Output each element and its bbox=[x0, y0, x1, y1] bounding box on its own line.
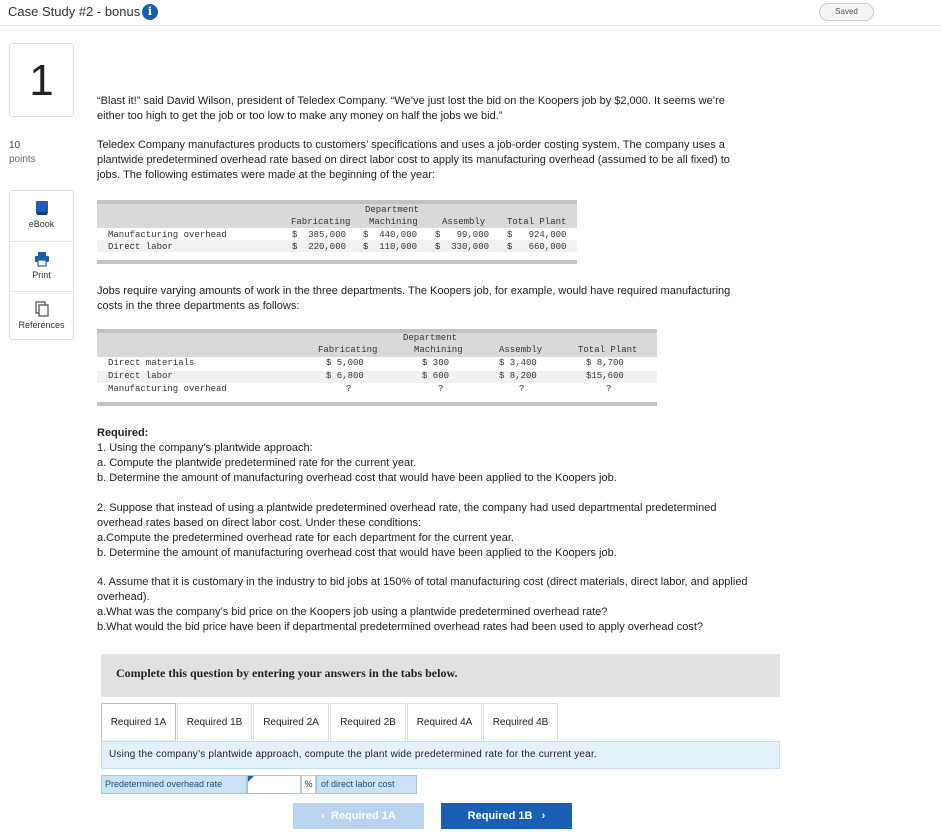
row-label: Direct labor bbox=[108, 371, 173, 381]
side-tools-panel bbox=[9, 190, 74, 340]
table-group-header: Department bbox=[403, 333, 458, 343]
next-tab-label: Required 1B bbox=[467, 810, 533, 822]
required-line: a.Compute the predetermined overhead rate for each department for the current year. bbox=[97, 532, 515, 544]
print-label: Print bbox=[32, 270, 51, 280]
references-button[interactable] bbox=[10, 291, 73, 340]
complete-question-text: Complete this question by entering your answers in the tabs below. bbox=[116, 666, 458, 680]
intro-line: jobs. The following estimates were made at the beginning of the year: bbox=[97, 169, 435, 181]
table-cell: ? bbox=[346, 384, 352, 394]
table-cell: $ 6,800 bbox=[326, 371, 364, 381]
koopers-job-table bbox=[97, 329, 657, 406]
required-line: overhead rates based on direct labor cost. Under these conditions: bbox=[97, 517, 422, 529]
points-value: 10 bbox=[9, 140, 21, 151]
intro-paragraph-1 bbox=[97, 94, 725, 124]
table-cell: $ 3,400 bbox=[499, 358, 537, 368]
chevron-left-icon: ‹ bbox=[321, 810, 325, 822]
required-line: 1. Using the company’s plantwide approach: bbox=[97, 442, 313, 454]
table-cell: $ 600 bbox=[422, 371, 450, 381]
estimates-table bbox=[97, 200, 577, 264]
input-flag-icon bbox=[248, 776, 254, 782]
required-line: b.What would the bid price have been if departmental predetermined overhead rates had been used to apply overhead cost? bbox=[97, 621, 704, 633]
required-line: overhead). bbox=[97, 591, 150, 603]
overhead-rate-input[interactable] bbox=[247, 775, 301, 794]
row-label: Direct materials bbox=[108, 358, 195, 368]
table-cell: ? bbox=[606, 384, 612, 394]
book-icon bbox=[34, 200, 50, 216]
required-line: a. Compute the plantwide predetermined rate for the current year. bbox=[97, 457, 417, 469]
ebook-label: eBook bbox=[28, 219, 55, 229]
ebook-button[interactable] bbox=[10, 191, 73, 240]
table-cell: ? bbox=[438, 384, 444, 394]
saved-status-badge: Saved bbox=[819, 3, 874, 21]
tab-required-2a[interactable]: Required 2A bbox=[253, 703, 329, 741]
table-cell: $ 385,000 bbox=[292, 230, 347, 240]
col-header: Assembly bbox=[499, 345, 543, 355]
tab-required-1a[interactable]: Required 1A bbox=[101, 703, 176, 741]
required-line: 4. Assume that it is customary in the industry to bid jobs at 150% of total manufacturing cost (direct materials, direct labor, and applied bbox=[97, 576, 748, 588]
table-cell: $ 660,000 bbox=[507, 242, 567, 252]
tab-required-2b[interactable]: Required 2B bbox=[330, 703, 406, 741]
answer-unit-label: of direct labor cost bbox=[316, 775, 417, 794]
table-cell: $ 300 bbox=[422, 358, 450, 368]
intro-line: Teledex Company manufactures products to customers’ specifications and uses a job-order costing system. The company uses a bbox=[97, 139, 725, 151]
row-label: Manufacturing overhead bbox=[108, 230, 227, 240]
required-section bbox=[97, 426, 617, 486]
percent-sign: % bbox=[301, 775, 316, 794]
info-icon[interactable]: i bbox=[142, 4, 158, 20]
assignment-title: Case Study #2 - bonus bbox=[8, 4, 141, 19]
table-cell: $ 8,700 bbox=[586, 358, 624, 368]
required-4 bbox=[97, 575, 748, 635]
copy-icon bbox=[34, 301, 50, 317]
table-group-header: Department bbox=[365, 205, 420, 215]
intro-line: “Blast it!” said David Wilson, president of Teledex Company. “We’ve just lost the bid on the Koopers job by $2,000. It seems we’re bbox=[97, 95, 725, 107]
required-line: 2. Suppose that instead of using a plantwide predetermined overhead rate, the company had used departmental predetermined bbox=[97, 502, 717, 514]
intro-line: either too high to get the job or too low to make any money on half the jobs we bid.” bbox=[97, 110, 503, 122]
table-cell: $ 440,000 bbox=[363, 230, 418, 240]
intro-paragraph-2 bbox=[97, 138, 730, 183]
intro-line: plantwide predetermined overhead rate based on direct labor cost to apply its manufacturing overhead (assumed to be all fixed) to bbox=[97, 154, 730, 166]
answer-row-label: Predetermined overhead rate bbox=[101, 775, 247, 794]
jobs-paragraph bbox=[97, 284, 730, 314]
question-number: 1 bbox=[9, 43, 74, 117]
table-cell: $ 8,200 bbox=[499, 371, 537, 381]
points-label: points bbox=[9, 154, 36, 165]
table-cell: $ 110,000 bbox=[363, 242, 418, 252]
top-bar bbox=[0, 0, 941, 26]
jobs-line: Jobs require varying amounts of work in the three departments. The Koopers job, for example, would have required manufacturing bbox=[97, 285, 731, 297]
print-button[interactable] bbox=[10, 241, 73, 290]
references-label: References bbox=[18, 320, 65, 330]
col-header: Total Plant bbox=[578, 345, 638, 355]
chevron-right-icon: › bbox=[541, 810, 546, 822]
jobs-line: costs in the three departments as follows: bbox=[97, 300, 300, 312]
row-label: Direct labor bbox=[108, 242, 173, 252]
table-cell: $ 330,000 bbox=[435, 242, 490, 252]
required-line: b. Determine the amount of manufacturing overhead cost that would have been applied to the Koopers job. bbox=[97, 472, 617, 484]
prev-tab-label: Required 1A bbox=[331, 810, 396, 822]
tab-required-1b[interactable]: Required 1B bbox=[177, 703, 252, 741]
complete-question-banner bbox=[101, 654, 780, 697]
table-cell: $15,600 bbox=[586, 371, 624, 381]
tab-required-4b[interactable]: Required 4B bbox=[483, 703, 558, 741]
required-line: a.What was the company’s bid price on the Koopers job using a plantwide predetermined overhead rate? bbox=[97, 606, 608, 618]
tab-instruction: Using the company’s plantwide approach, compute the plant wide predetermined rate for the current year. bbox=[101, 741, 780, 769]
printer-icon bbox=[34, 251, 50, 267]
col-header: Machining bbox=[414, 345, 463, 355]
col-header: Machining bbox=[369, 217, 418, 227]
table-bottom-rule bbox=[97, 260, 577, 264]
prev-tab-button[interactable] bbox=[293, 803, 424, 829]
col-header: Fabricating bbox=[291, 217, 351, 227]
table-cell: ? bbox=[519, 384, 525, 394]
next-tab-button[interactable] bbox=[441, 803, 572, 829]
col-header: Fabricating bbox=[318, 345, 378, 355]
required-2 bbox=[97, 501, 716, 561]
required-heading: Required: bbox=[97, 427, 149, 439]
table-cell: $ 220,000 bbox=[292, 242, 347, 252]
table-cell: $ 5,000 bbox=[326, 358, 364, 368]
table-cell: $ 99,000 bbox=[435, 230, 490, 240]
row-label: Manufacturing overhead bbox=[108, 384, 227, 394]
table-bottom-rule bbox=[97, 402, 657, 406]
required-line: b. Determine the amount of manufacturing overhead cost that would have been applied to the Koopers job. bbox=[97, 547, 617, 559]
table-row-stripe bbox=[97, 371, 657, 383]
tab-required-4a[interactable]: Required 4A bbox=[407, 703, 482, 741]
col-header: Total Plant bbox=[507, 217, 567, 227]
table-cell: $ 924,000 bbox=[507, 230, 567, 240]
col-header: Assembly bbox=[442, 217, 486, 227]
